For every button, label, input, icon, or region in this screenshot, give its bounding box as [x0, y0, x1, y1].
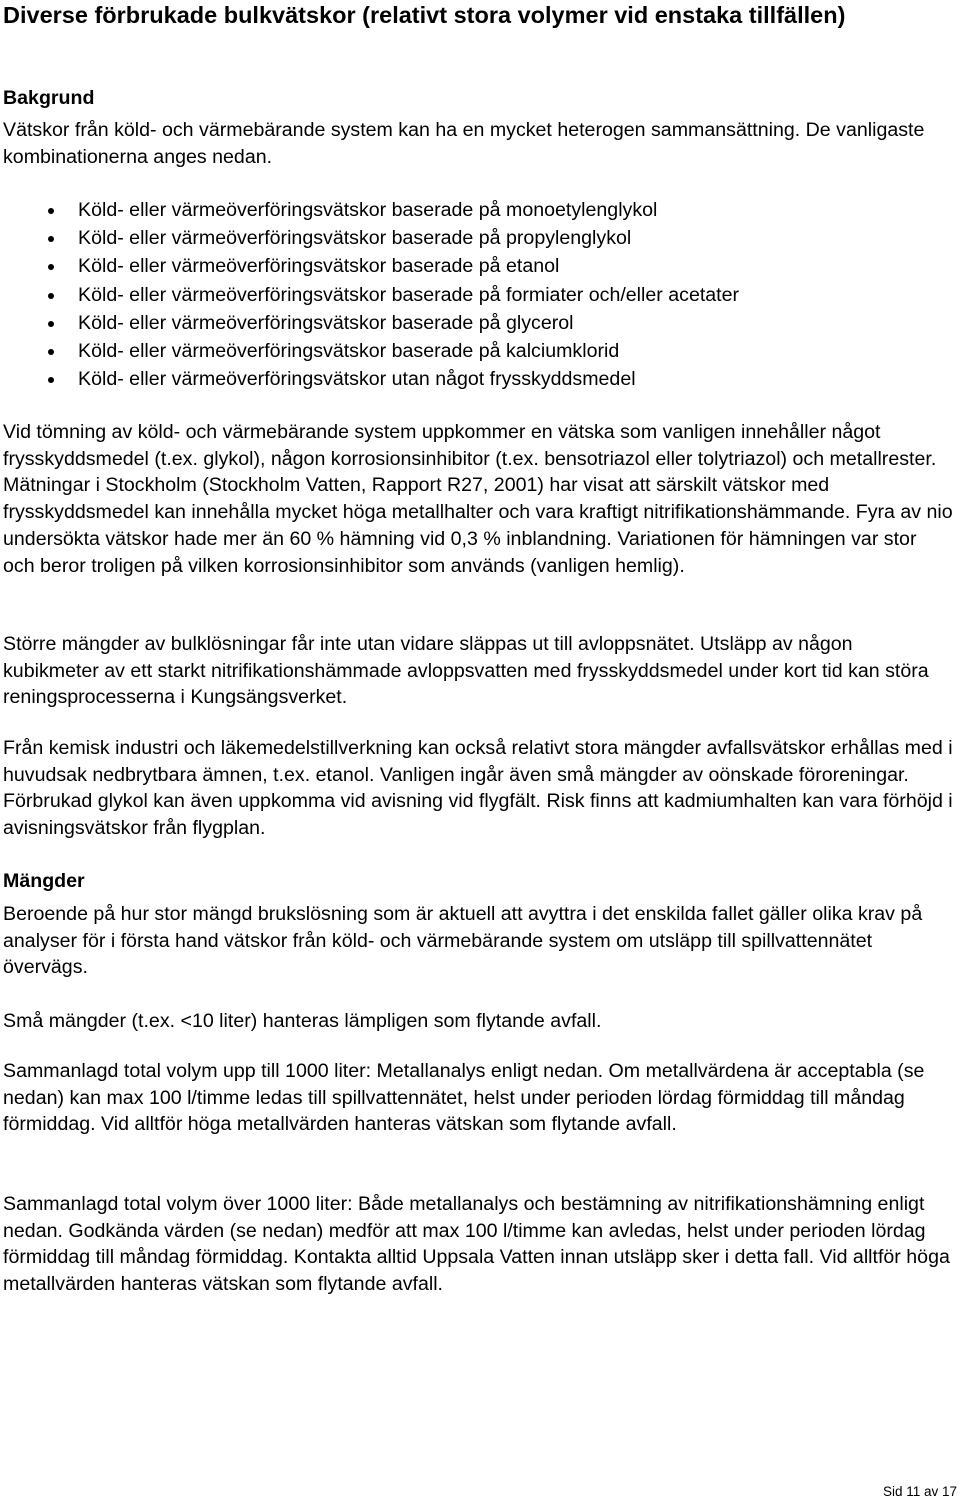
bullet-icon: [48, 264, 54, 270]
page-number: Sid 11 av 17: [882, 1484, 957, 1499]
list-item: Köld- eller värmeöverföringsvätskor utan något frysskyddsmedel: [3, 365, 739, 393]
bullet-icon: [48, 293, 54, 299]
document-title: Diverse förbrukade bulkvätskor (relativt stora volymer vid enstaka tillfällen): [3, 2, 846, 28]
list-item: Köld- eller värmeöverföringsvätskor baserade på propylenglykol: [3, 224, 739, 252]
bullet-icon: [48, 321, 54, 327]
liquid-type-list: [3, 196, 739, 393]
list-item: Köld- eller värmeöverföringsvätskor baserade på kalciumklorid: [3, 337, 739, 365]
mangder-paragraph-2: Små mängder (t.ex. <10 liter) hanteras lämpligen som flytande avfall.: [3, 1010, 602, 1032]
bullet-icon: [48, 236, 54, 242]
list-item: Köld- eller värmeöverföringsvätskor baserade på monoetylenglykol: [3, 196, 739, 224]
list-item: Köld- eller värmeöverföringsvätskor baserade på formiater och/eller acetater: [3, 281, 739, 309]
list-item: Köld- eller värmeöverföringsvätskor baserade på glycerol: [3, 309, 739, 337]
list-item: Köld- eller värmeöverföringsvätskor baserade på etanol: [3, 252, 739, 280]
bakgrund-paragraph-3: Från kemisk industri och läkemedelstillverkning kan också relativt stora mängder avfallsvätskor erhållas med i huvudsak nedbrytbara ämnen, t.ex. etanol. Vanligen ingår även små mängder av oönskade föroreningar. Förbrukad glykol kan även uppkomma vid avisning vid flygfält. Risk finns att kadmiumhalten kan vara förhöjd i avisningsvätskor från flygplan.: [3, 737, 953, 840]
bullet-icon: [48, 208, 54, 214]
section-heading-bakgrund: Bakgrund: [3, 87, 95, 109]
bakgrund-paragraph-2: Större mängder av bulklösningar får inte utan vidare släppas ut till avloppsnätet. Utsläpp av någon kubikmeter av ett starkt nitrifikationshämmade avloppsvatten med frysskyddsmedel under kort tid kan störa reningsprocesserna i Kungsängsverket.: [3, 633, 929, 709]
mangder-paragraph-1: Beroende på hur stor mängd brukslösning som är aktuell att avyttra i det enskilda fallet gäller olika krav på analyser för i första hand vätskor från köld- och värmebärande system om utsläpp till spillvattennätet övervägs.: [3, 903, 923, 979]
bullet-icon: [48, 349, 54, 355]
bullet-icon: [48, 377, 54, 383]
mangder-paragraph-4: Sammanlagd total volym över 1000 liter: Både metallanalys och bestämning av nitrifikationshämning enligt nedan. Godkända värden (se nedan) medför att max 100 l/timme kan avledas, helst under perioden lördag förmiddag till måndag förmiddag. Kontakta alltid Uppsala Vatten innan utsläpp sker i detta fall. Vid alltför höga metallvärden hanteras vätskan som flytande avfall.: [3, 1193, 950, 1296]
section-heading-mangder: Mängder: [3, 870, 85, 892]
mangder-paragraph-3: Sammanlagd total volym upp till 1000 liter: Metallanalys enligt nedan. Om metallvärdena är acceptabla (se nedan) kan max 100 l/timme ledas till spillvattennätet, helst under perioden lördag förmiddag till måndag förmiddag. Vid alltför höga metallvärden hanteras vätskan som flytande avfall.: [3, 1060, 925, 1136]
bakgrund-intro: Vätskor från köld- och värmebärande system kan ha en mycket heterogen sammansättning. De vanligaste kombinationerna anges nedan.: [3, 119, 925, 168]
bakgrund-paragraph-1: Vid tömning av köld- och värmebärande system uppkommer en vätska som vanligen innehåller något frysskyddsmedel (t.ex. glykol), någon korrosionsinhibitor (t.ex. bensotriazol eller tolytriazol) och metallrester. Mätningar i Stockholm (Stockholm Vatten, Rapport R27, 2001) har visat att särskilt vätskor med frysskyddsmedel kan innehålla mycket höga metallhalter och vara kraftigt nitrifikationshämmande. Fyra av nio undersökta vätskor hade mer än 60 % hämning vid 0,3 % inblandning. Variationen för hämningen var stor och beror troligen på vilken korrosionsinhibitor som används (vanligen hemlig).: [3, 421, 953, 577]
